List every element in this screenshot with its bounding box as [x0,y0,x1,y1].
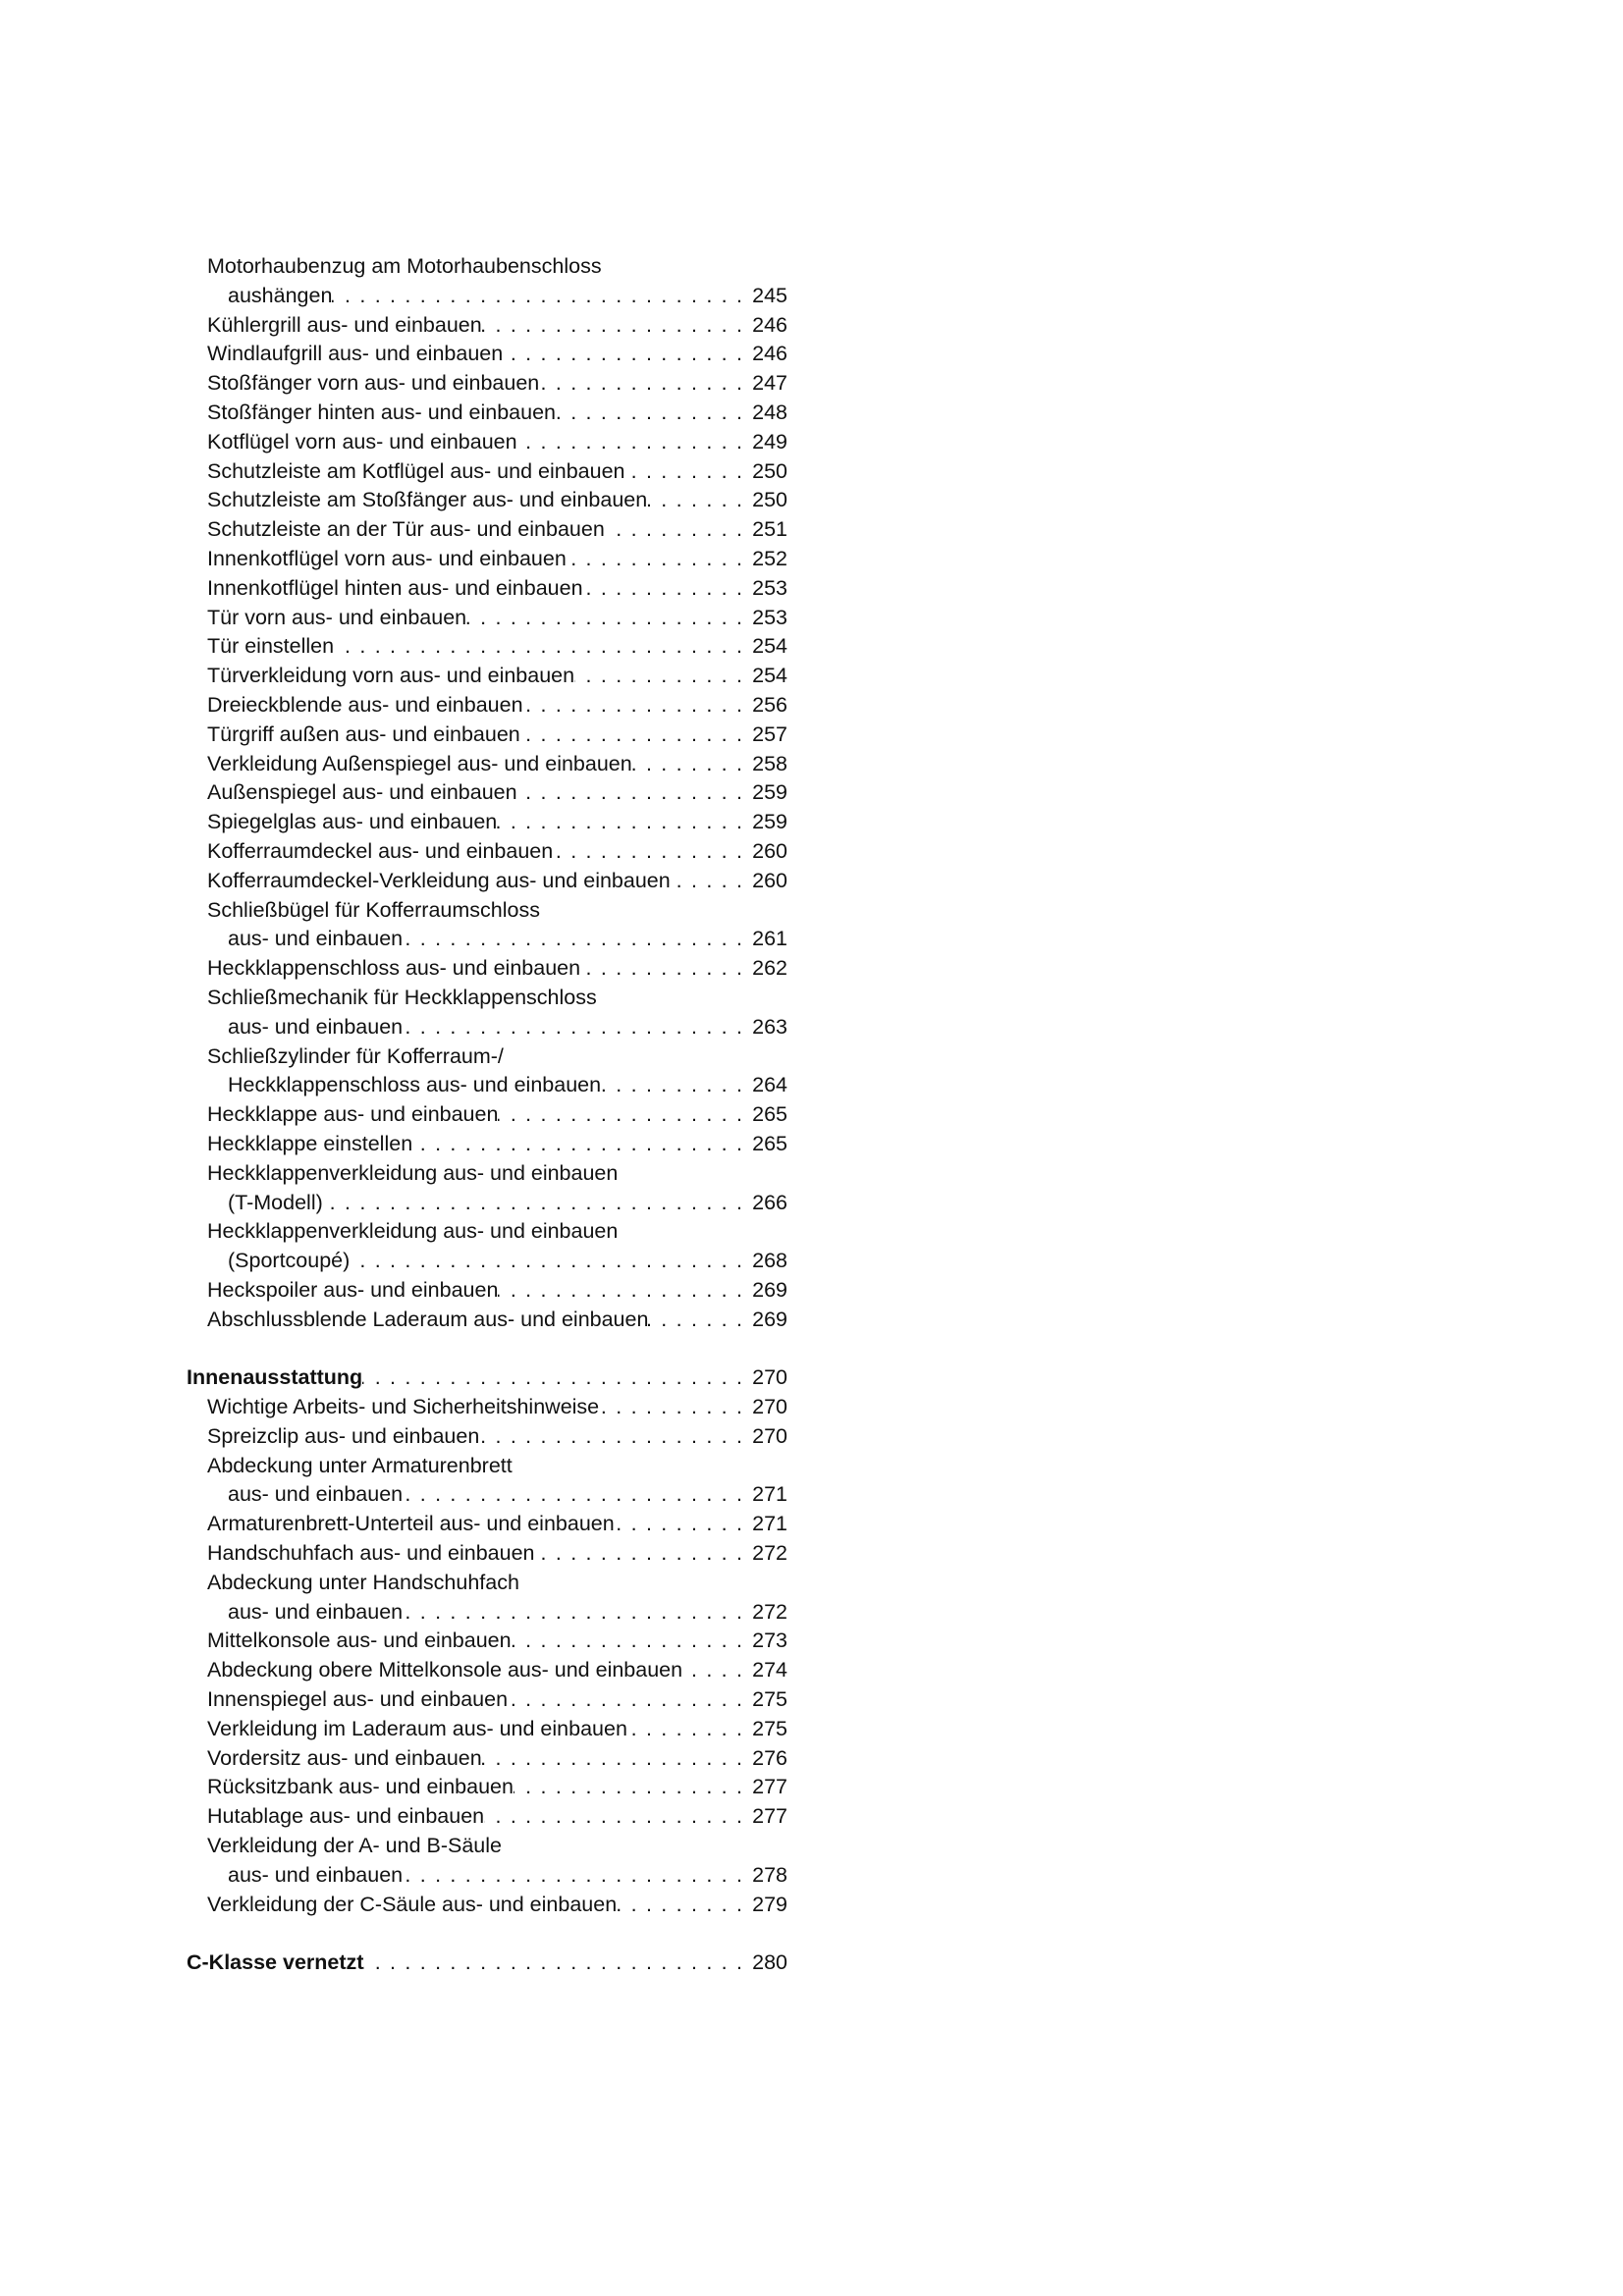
toc-entry [187,399,787,428]
toc-page-number: 269 [752,1307,787,1331]
toc-entry-title: Schutzleiste an der Tür aus- und einbauen [207,517,605,542]
toc-entry-title: Abschlussblende Laderaum aus- und einbauen [207,1307,649,1331]
toc-entry-title: Kotflügel vorn aus- und einbauen [207,429,517,454]
dot-leader [514,1773,750,1802]
toc-entry-title: Windlaufgrill aus- und einbauen [207,342,504,366]
toc-line [187,662,787,691]
toc-entry [187,1802,787,1832]
dot-leader [535,1539,750,1569]
toc-line [187,867,787,896]
toc-line [187,954,787,984]
toc-entry [187,1393,787,1422]
toc-page-number: 250 [752,458,787,483]
dot-leader [482,1744,750,1774]
toc-line [187,457,787,487]
toc-entry [187,808,787,837]
toc-page-number: 259 [752,810,787,834]
toc-line [187,252,787,282]
dot-leader [482,311,750,341]
dot-leader [323,1189,750,1218]
toc-line [187,1802,787,1832]
toc-entry [187,867,787,896]
toc-entry-title: Verkleidung im Laderaum aus- und einbauen [207,1716,627,1740]
toc-page-number: 249 [752,429,787,454]
toc-line [187,925,787,954]
toc-entry [187,1656,787,1685]
toc-section-heading [187,1949,787,1978]
dot-leader [412,1130,750,1159]
toc-line [187,1422,787,1452]
toc-entry-title: Mittelkonsole aus- und einbauen [207,1629,512,1653]
toc-entry-title: Heckspoiler aus- und einbauen [207,1277,499,1302]
toc-line [187,1715,787,1744]
toc-line [187,721,787,750]
toc-entry-title: aus- und einbauen [228,1014,404,1039]
toc-line [187,778,787,808]
toc-entry [187,1832,787,1891]
toc-page-number: 253 [752,605,787,629]
toc-line [187,1773,787,1802]
toc-entry-title: aus- und einbauen [228,1862,404,1887]
toc-entry-title: (T-Modell) [228,1190,323,1214]
toc-entry [187,1569,787,1628]
toc-entry [187,1539,787,1569]
dot-leader [508,1685,750,1715]
toc-page-number: 251 [752,517,787,542]
toc-line [187,750,787,779]
toc-entry-title: Heckklappenschloss aus- und einbauen [228,1073,602,1097]
toc-entry-title: (Sportcoupé) [228,1249,351,1273]
toc-entry-title: Schutzleiste am Stoßfänger aus- und einbauen [207,488,648,512]
toc-line [187,1656,787,1685]
toc-entry [187,1744,787,1774]
toc-line [187,574,787,604]
toc-entry [187,1452,787,1511]
toc-entry [187,954,787,984]
toc-page-number: 268 [752,1249,787,1273]
toc-line [187,545,787,574]
toc-page-number: 280 [752,1950,787,1975]
toc-entry [187,837,787,867]
toc-page-number: 259 [752,780,787,805]
toc-page-number: 260 [752,838,787,863]
toc-line [187,1217,787,1247]
dot-leader [520,721,750,750]
dot-leader [484,1802,750,1832]
toc-page-number: 245 [752,283,787,307]
toc-entry [187,1510,787,1539]
toc-entry [187,1891,787,1920]
toc-line [187,1363,787,1393]
toc-line [187,837,787,867]
dot-leader [512,1627,750,1656]
toc-entry [187,721,787,750]
toc-page-number: 271 [752,1512,787,1536]
toc-page-number: 254 [752,634,787,659]
toc-entry-title: Abdeckung obere Mittelkonsole aus- und einbauen [207,1658,683,1682]
toc-line [187,311,787,341]
toc-page-number: 278 [752,1862,787,1887]
toc-entry-title: Abdeckung unter Handschuhfach [207,1570,519,1594]
toc-page-number: 270 [752,1423,787,1448]
toc-line [187,1247,787,1276]
toc-entry-title: Türgriff außen aus- und einbauen [207,721,520,746]
toc-entry [187,1422,787,1452]
dot-leader [403,1861,750,1891]
toc-entry-title: Heckklappe aus- und einbauen [207,1102,499,1127]
dot-leader [682,1656,750,1685]
toc-entry-title: aushängen [228,283,333,307]
toc-entry [187,252,787,311]
dot-leader [479,1422,750,1452]
toc-page-number: 262 [752,956,787,981]
dot-leader [403,1480,750,1510]
toc-page-number: 277 [752,1804,787,1829]
toc-line [187,1539,787,1569]
toc-entry-title: Abdeckung unter Armaturenbrett [207,1453,513,1477]
dot-leader [498,1276,750,1306]
dot-leader [615,1510,750,1539]
toc-entry [187,1042,787,1101]
toc-entry-title: Schließzylinder für Kofferraum-/ [207,1043,504,1068]
dot-leader [567,545,750,574]
toc-line [187,1949,787,1978]
toc-line [187,1480,787,1510]
toc-page-number: 265 [752,1102,787,1127]
toc-entry [187,750,787,779]
toc-line [187,1744,787,1774]
dot-leader [601,1071,750,1100]
toc-line [187,486,787,515]
toc-entry-title: Handschuhfach aus- und einbauen [207,1541,535,1566]
toc-entry [187,984,787,1042]
dot-leader [503,340,750,369]
toc-entry [187,545,787,574]
dot-leader [350,1247,750,1276]
toc-entry-title: Kofferraumdeckel-Verkleidung aus- und einbauen [207,868,671,892]
toc-line [187,1598,787,1628]
toc-entry-title: Wichtige Arbeits- und Sicherheitshinweise [207,1395,600,1419]
dot-leader [553,837,750,867]
toc-entry-title: Spiegelglas aus- und einbauen [207,810,498,834]
dot-leader [648,1306,750,1335]
table-of-contents [187,252,787,1978]
toc-page-number: 261 [752,927,787,951]
toc-page-number: 276 [752,1745,787,1770]
dot-leader [556,399,750,428]
toc-section-heading [187,1363,787,1393]
toc-entry-title: Tür einstellen [207,634,335,659]
dot-leader [605,515,750,545]
toc-entry [187,574,787,604]
toc-page-number: 246 [752,312,787,337]
toc-entry-title: Innenausstattung [187,1365,363,1390]
toc-page-number: 277 [752,1775,787,1799]
toc-line [187,1276,787,1306]
toc-entry-title: Schließbügel für Kofferraumschloss [207,897,540,922]
toc-entry-title: Innenspiegel aus- und einbauen [207,1687,509,1712]
toc-page-number: 260 [752,868,787,892]
toc-page-number: 246 [752,342,787,366]
toc-entry-title: Heckklappe einstellen [207,1131,413,1155]
toc-page-number: 265 [752,1131,787,1155]
toc-line [187,515,787,545]
toc-line [187,896,787,926]
dot-leader [466,604,750,633]
toc-entry-title: aus- und einbauen [228,1599,404,1624]
toc-entry [187,340,787,369]
toc-entry-title: Stoßfänger vorn aus- und einbauen [207,371,540,396]
toc-line [187,1189,787,1218]
dot-leader [403,925,750,954]
toc-entry [187,604,787,633]
toc-page-number: 258 [752,751,787,775]
dot-leader [362,1363,750,1393]
toc-page-number: 275 [752,1687,787,1712]
dot-leader [583,574,750,604]
toc-entry [187,1306,787,1335]
toc-entry [187,515,787,545]
toc-line [187,1627,787,1656]
toc-entry-title: Innenkotflügel vorn aus- und einbauen [207,546,567,570]
toc-entry-title: Spreizclip aus- und einbauen [207,1423,480,1448]
dot-leader [627,1715,750,1744]
toc-entry-title: aus- und einbauen [228,1482,404,1507]
toc-line [187,1071,787,1100]
toc-entry-title: Heckklappenschloss aus- und einbauen [207,956,581,981]
dot-leader [498,1100,750,1130]
toc-line [187,808,787,837]
toc-entry-title: Vordersitz aus- und einbauen [207,1745,482,1770]
toc-line [187,399,787,428]
toc-page-number: 272 [752,1541,787,1566]
dot-leader [625,457,751,487]
dot-leader [334,632,750,662]
toc-entry-title: Verkleidung der A- und B-Säule [207,1834,503,1858]
toc-entry-title: Tür vorn aus- und einbauen [207,605,467,629]
toc-page-number: 270 [752,1365,787,1390]
toc-line [187,1861,787,1891]
toc-line [187,691,787,721]
toc-line [187,340,787,369]
toc-entry-title: Dreieckblende aus- und einbauen [207,692,523,717]
toc-entry-title: aus- und einbauen [228,927,404,951]
dot-leader [632,750,750,779]
toc-entry-title: Stoßfänger hinten aus- und einbauen [207,400,557,424]
toc-entry-title: Motorhaubenzug am Motorhaubenschloss [207,254,602,278]
toc-page-number: 273 [752,1629,787,1653]
dot-leader [403,1013,750,1042]
toc-entry [187,691,787,721]
toc-line [187,1130,787,1159]
toc-line [187,282,787,311]
toc-entry-title: Armaturenbrett-Unterteil aus- und einbauen [207,1512,615,1536]
toc-entry-title: Verkleidung Außenspiegel aus- und einbauen [207,751,632,775]
toc-entry-title: C-Klasse vernetzt [187,1950,364,1975]
toc-line [187,604,787,633]
toc-entry [187,896,787,955]
toc-page-number: 269 [752,1277,787,1302]
toc-entry [187,1217,787,1276]
dot-leader [647,486,750,515]
toc-line [187,428,787,457]
toc-entry-title: Schließmechanik für Heckklappenschloss [207,985,597,1009]
toc-page-number: 274 [752,1658,787,1682]
toc-page-number: 256 [752,692,787,717]
toc-page-number: 270 [752,1395,787,1419]
toc-line [187,1569,787,1598]
toc-line [187,984,787,1013]
dot-leader [580,954,750,984]
dot-leader [617,1891,750,1920]
dot-leader [517,428,750,457]
toc-page-number: 266 [752,1190,787,1214]
dot-leader [574,662,750,691]
toc-page-number: 264 [752,1073,787,1097]
toc-line [187,1832,787,1861]
toc-page-number: 257 [752,721,787,746]
toc-line [187,632,787,662]
toc-entry [187,1773,787,1802]
toc-entry [187,1100,787,1130]
toc-line [187,1159,787,1189]
dot-leader [403,1598,750,1628]
toc-entry-title: Kühlergrill aus- und einbauen [207,312,482,337]
toc-entry [187,1130,787,1159]
toc-page-number: 272 [752,1599,787,1624]
toc-entry-title: Innenkotflügel hinten aus- und einbauen [207,575,583,600]
dot-leader [523,691,750,721]
toc-entry [187,1276,787,1306]
dot-leader [539,369,750,399]
dot-leader [332,282,750,311]
toc-entry [187,369,787,399]
toc-entry-title: Außenspiegel aus- und einbauen [207,780,517,805]
toc-page-number: 253 [752,575,787,600]
toc-entry-title: Verkleidung der C-Säule aus- und einbauen [207,1892,618,1916]
toc-page-number: 275 [752,1716,787,1740]
toc-line [187,1452,787,1481]
toc-page-number: 247 [752,371,787,396]
toc-entry-title: Rücksitzbank aus- und einbauen [207,1775,514,1799]
toc-entry [187,632,787,662]
toc-page-number: 252 [752,546,787,570]
toc-entry-title: Heckklappenverkleidung aus- und einbauen [207,1160,619,1185]
toc-entry-title: Türverkleidung vorn aus- und einbauen [207,664,575,688]
toc-line [187,1013,787,1042]
toc-line [187,1891,787,1920]
toc-line [187,1510,787,1539]
dot-leader [497,808,750,837]
toc-entry [187,1715,787,1744]
toc-entry-title: Schutzleiste am Kotflügel aus- und einbauen [207,458,625,483]
toc-page-number: 271 [752,1482,787,1507]
toc-line [187,1393,787,1422]
toc-entry-title: Hutablage aus- und einbauen [207,1804,485,1829]
toc-entry [187,428,787,457]
dot-leader [363,1949,750,1978]
toc-entry [187,311,787,341]
toc-line [187,1042,787,1072]
toc-page-number: 279 [752,1892,787,1916]
toc-entry [187,486,787,515]
toc-entry [187,1159,787,1218]
toc-entry [187,778,787,808]
toc-page-number: 263 [752,1014,787,1039]
toc-entry [187,457,787,487]
toc-page-number: 248 [752,400,787,424]
dot-leader [517,778,750,808]
toc-line [187,1100,787,1130]
dot-leader [599,1393,750,1422]
toc-entry [187,662,787,691]
toc-entry [187,1685,787,1715]
toc-entry-title: Heckklappenverkleidung aus- und einbauen [207,1219,619,1244]
toc-entry [187,1627,787,1656]
toc-line [187,1306,787,1335]
toc-entry-title: Kofferraumdeckel aus- und einbauen [207,838,554,863]
dot-leader [671,867,750,896]
toc-page-number: 254 [752,664,787,688]
toc-line [187,1685,787,1715]
toc-page-number: 250 [752,488,787,512]
toc-line [187,369,787,399]
